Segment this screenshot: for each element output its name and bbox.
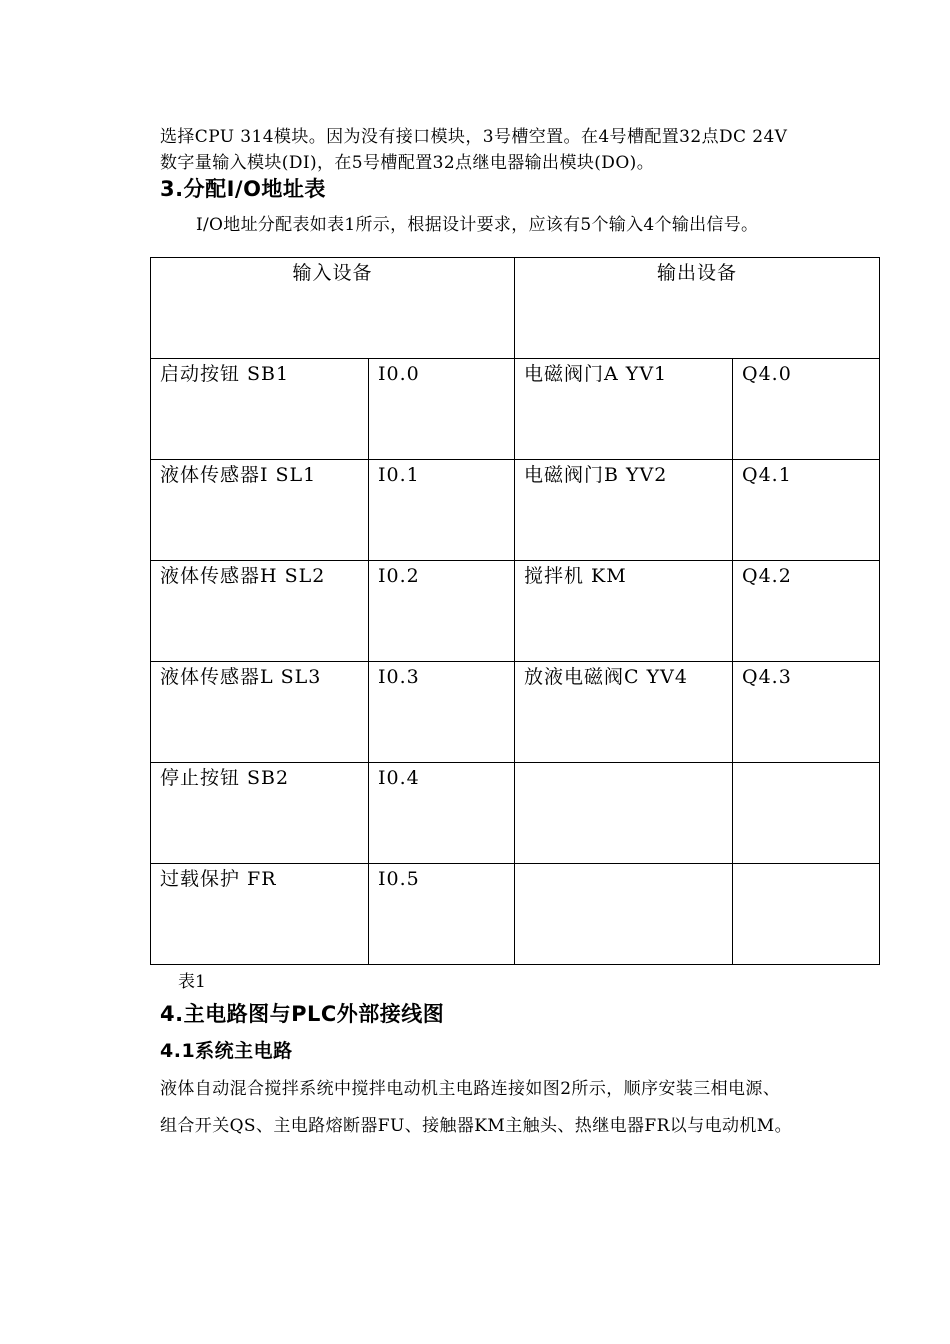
table-row xyxy=(151,359,880,460)
input-device-cell: 停止按钮 SB2 xyxy=(151,763,369,864)
input-device-cell: 液体传感器L SL3 xyxy=(151,662,369,763)
input-address-cell: I0.2 xyxy=(369,561,515,662)
output-device-cell: 放液电磁阀C YV4 xyxy=(515,662,733,763)
intro-line-1: 选择CPU 314模块。因为没有接口模块，3号槽空置。在4号槽配置32点DC 24V xyxy=(160,127,788,147)
table-row xyxy=(151,460,880,561)
table-row xyxy=(151,763,880,864)
input-address-cell: I0.1 xyxy=(369,460,515,561)
output-devices-header: 输出设备 xyxy=(515,258,880,359)
table-header-row xyxy=(151,258,880,359)
input-device-cell: 液体传感器I SL1 xyxy=(151,460,369,561)
input-address-cell: I0.5 xyxy=(369,864,515,965)
table-row xyxy=(151,662,880,763)
output-address-cell: Q4.3 xyxy=(733,662,880,763)
input-address-cell: I0.0 xyxy=(369,359,515,460)
intro-line-2: 数字量输入模块(DI)，在5号槽配置32点继电器输出模块(DO)。 xyxy=(160,153,655,173)
table-row xyxy=(151,561,880,662)
input-device-cell: 启动按钮 SB1 xyxy=(151,359,369,460)
section-4-1-line-1: 液体自动混合搅拌系统中搅拌电动机主电路连接如图2所示，顺序安装三相电源、 xyxy=(160,1079,781,1099)
section-3-description: I/O地址分配表如表1所示，根据设计要求，应该有5个输入4个输出信号。 xyxy=(196,215,759,235)
input-address-cell: I0.3 xyxy=(369,662,515,763)
section-4-1-line-2: 组合开关QS、主电路熔断器FU、接触器KM主触头、热继电器FR以与电动机M。 xyxy=(160,1116,793,1136)
input-address-cell: I0.4 xyxy=(369,763,515,864)
input-devices-header: 输入设备 xyxy=(151,258,515,359)
input-device-cell: 过载保护 FR xyxy=(151,864,369,965)
section-4-heading: 4.主电路图与PLC外部接线图 xyxy=(160,1002,445,1026)
section-4-1-heading: 4.1系统主电路 xyxy=(160,1040,293,1062)
table-row xyxy=(151,864,880,965)
table-caption: 表1 xyxy=(178,972,206,992)
input-device-cell: 液体传感器H SL2 xyxy=(151,561,369,662)
output-address-cell: Q4.1 xyxy=(733,460,880,561)
output-device-cell xyxy=(515,864,733,965)
section-3-heading: 3.分配I/O地址表 xyxy=(160,177,326,201)
output-address-cell xyxy=(733,763,880,864)
output-address-cell xyxy=(733,864,880,965)
output-device-cell: 搅拌机 KM xyxy=(515,561,733,662)
output-device-cell: 电磁阀门B YV2 xyxy=(515,460,733,561)
output-address-cell: Q4.2 xyxy=(733,561,880,662)
output-device-cell: 电磁阀门A YV1 xyxy=(515,359,733,460)
output-device-cell xyxy=(515,763,733,864)
io-address-table xyxy=(150,257,880,965)
output-address-cell: Q4.0 xyxy=(733,359,880,460)
